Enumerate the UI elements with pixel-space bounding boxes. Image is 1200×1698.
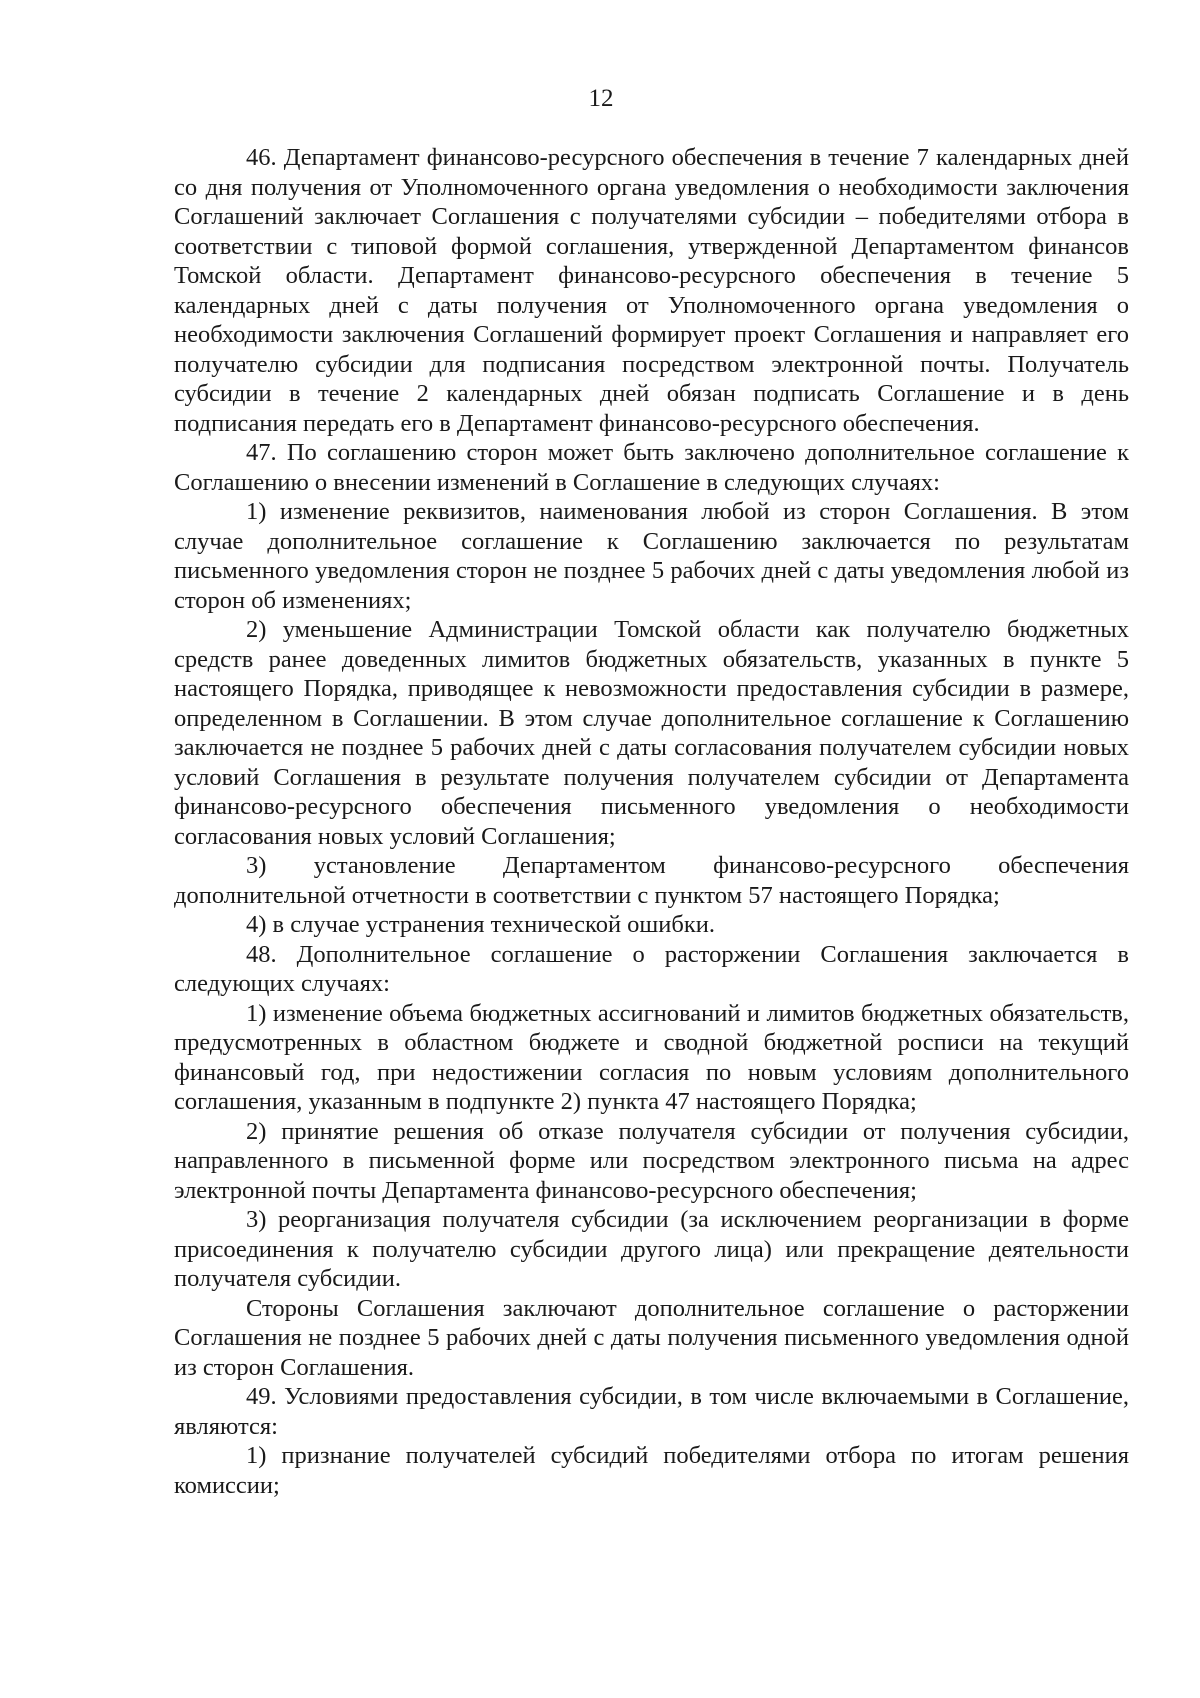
paragraph-47: 47. По соглашению сторон может быть заключено дополнительное соглашение к Соглашению о внесении изменений в Соглашение в следующих случаях: (174, 439, 1129, 496)
paragraph-48-closing: Стороны Соглашения заключают дополнительное соглашение о расторжении Соглашения не позднее 5 рабочих дней с даты получения письменного уведомления одной из сторон Соглашения. (174, 1294, 1129, 1381)
paragraph-46: 46. Департамент финансово-ресурсного обеспечения в течение 7 календарных дней со дня получения от Уполномоченного органа уведомления о необходимости заключения Соглашений заключает Соглашения с получателями субсидии – победителями отбора в соответствии с типовой формой соглашения, утвержденной Департаментом финансов Томской области. Департамент финансово-ресурсного обеспечения в течение 5 календарных дней с даты получения от Уполномоченного органа уведомления о необходимости заключения Соглашений формирует проект Соглашения и направляет его получателю субсидии для подписания посредством электронной почты. Получатель субсидии в течение 2 календарных дней обязан подписать Соглашение и в день подписания передать его в Департамент финансово-ресурсного обеспечения. (174, 144, 1129, 437)
paragraph-47-item-1: 1) изменение реквизитов, наименования любой из сторон Соглашения. В этом случае дополнительное соглашение к Соглашению заключается по результатам письменного уведомления сторон не позднее 5 рабочих дней с даты уведомления любой из сторон об изменениях; (174, 498, 1129, 614)
paragraph-49: 49. Условиями предоставления субсидии, в том числе включаемыми в Соглашение, являются: (174, 1383, 1129, 1440)
paragraph-48-item-3: 3) реорганизация получателя субсидии (за исключением реорганизации в форме присоединения к получателю субсидии другого лица) или прекращение деятельности получателя субсидии. (174, 1206, 1129, 1292)
page-number-text: 12 (588, 85, 614, 112)
paragraph-48: 48. Дополнительное соглашение о расторжении Соглашения заключается в следующих случаях: (174, 940, 1129, 997)
paragraph-47-item-2: 2) уменьшение Администрации Томской области как получателю бюджетных средств ранее доведенных лимитов бюджетных обязательств, указанных в пункте 5 настоящего Порядка, приводящее к невозможности предоставления субсидии в размере, определенном в Соглашении. В этом случае дополнительное соглашение к Соглашению заключается не позднее 5 рабочих дней с даты согласования получателем субсидии новых условий Соглашения в результате получения получателем субсидии от Департамента финансово-ресурсного обеспечения письменного уведомления о необходимости согласования новых условий Соглашения; (174, 616, 1129, 850)
paragraph-47-item-4: 4) в случае устранения технической ошибки. (246, 911, 716, 938)
paragraph-48-item-2: 2) принятие решения об отказе получателя субсидии от получения субсидии, направленного в письменной форме или посредством электронного письма на адрес электронной почты Департамента финансово-ресурсного обеспечения; (174, 1117, 1129, 1204)
paragraph-47-item-3: 3) установление Департаментом финансово-ресурсного обеспечения дополнительной отчетности в соответствии с пунктом 57 настоящего Порядка; (174, 852, 1129, 909)
page-number (0, 84, 1200, 114)
paragraph-49-item-1: 1) признание получателей субсидий победителями отбора по итогам решения комиссии; (174, 1442, 1129, 1499)
document-body (174, 143, 1129, 1500)
paragraph-48-item-1: 1) изменение объема бюджетных ассигнований и лимитов бюджетных обязательств, предусмотренных в областном бюджете и сводной бюджетной росписи на текущий финансовый год, при недостижении согласия по новым условиям дополнительного соглашения, указанным в подпункте 2) пункта 47 настоящего Порядка; (174, 999, 1129, 1115)
